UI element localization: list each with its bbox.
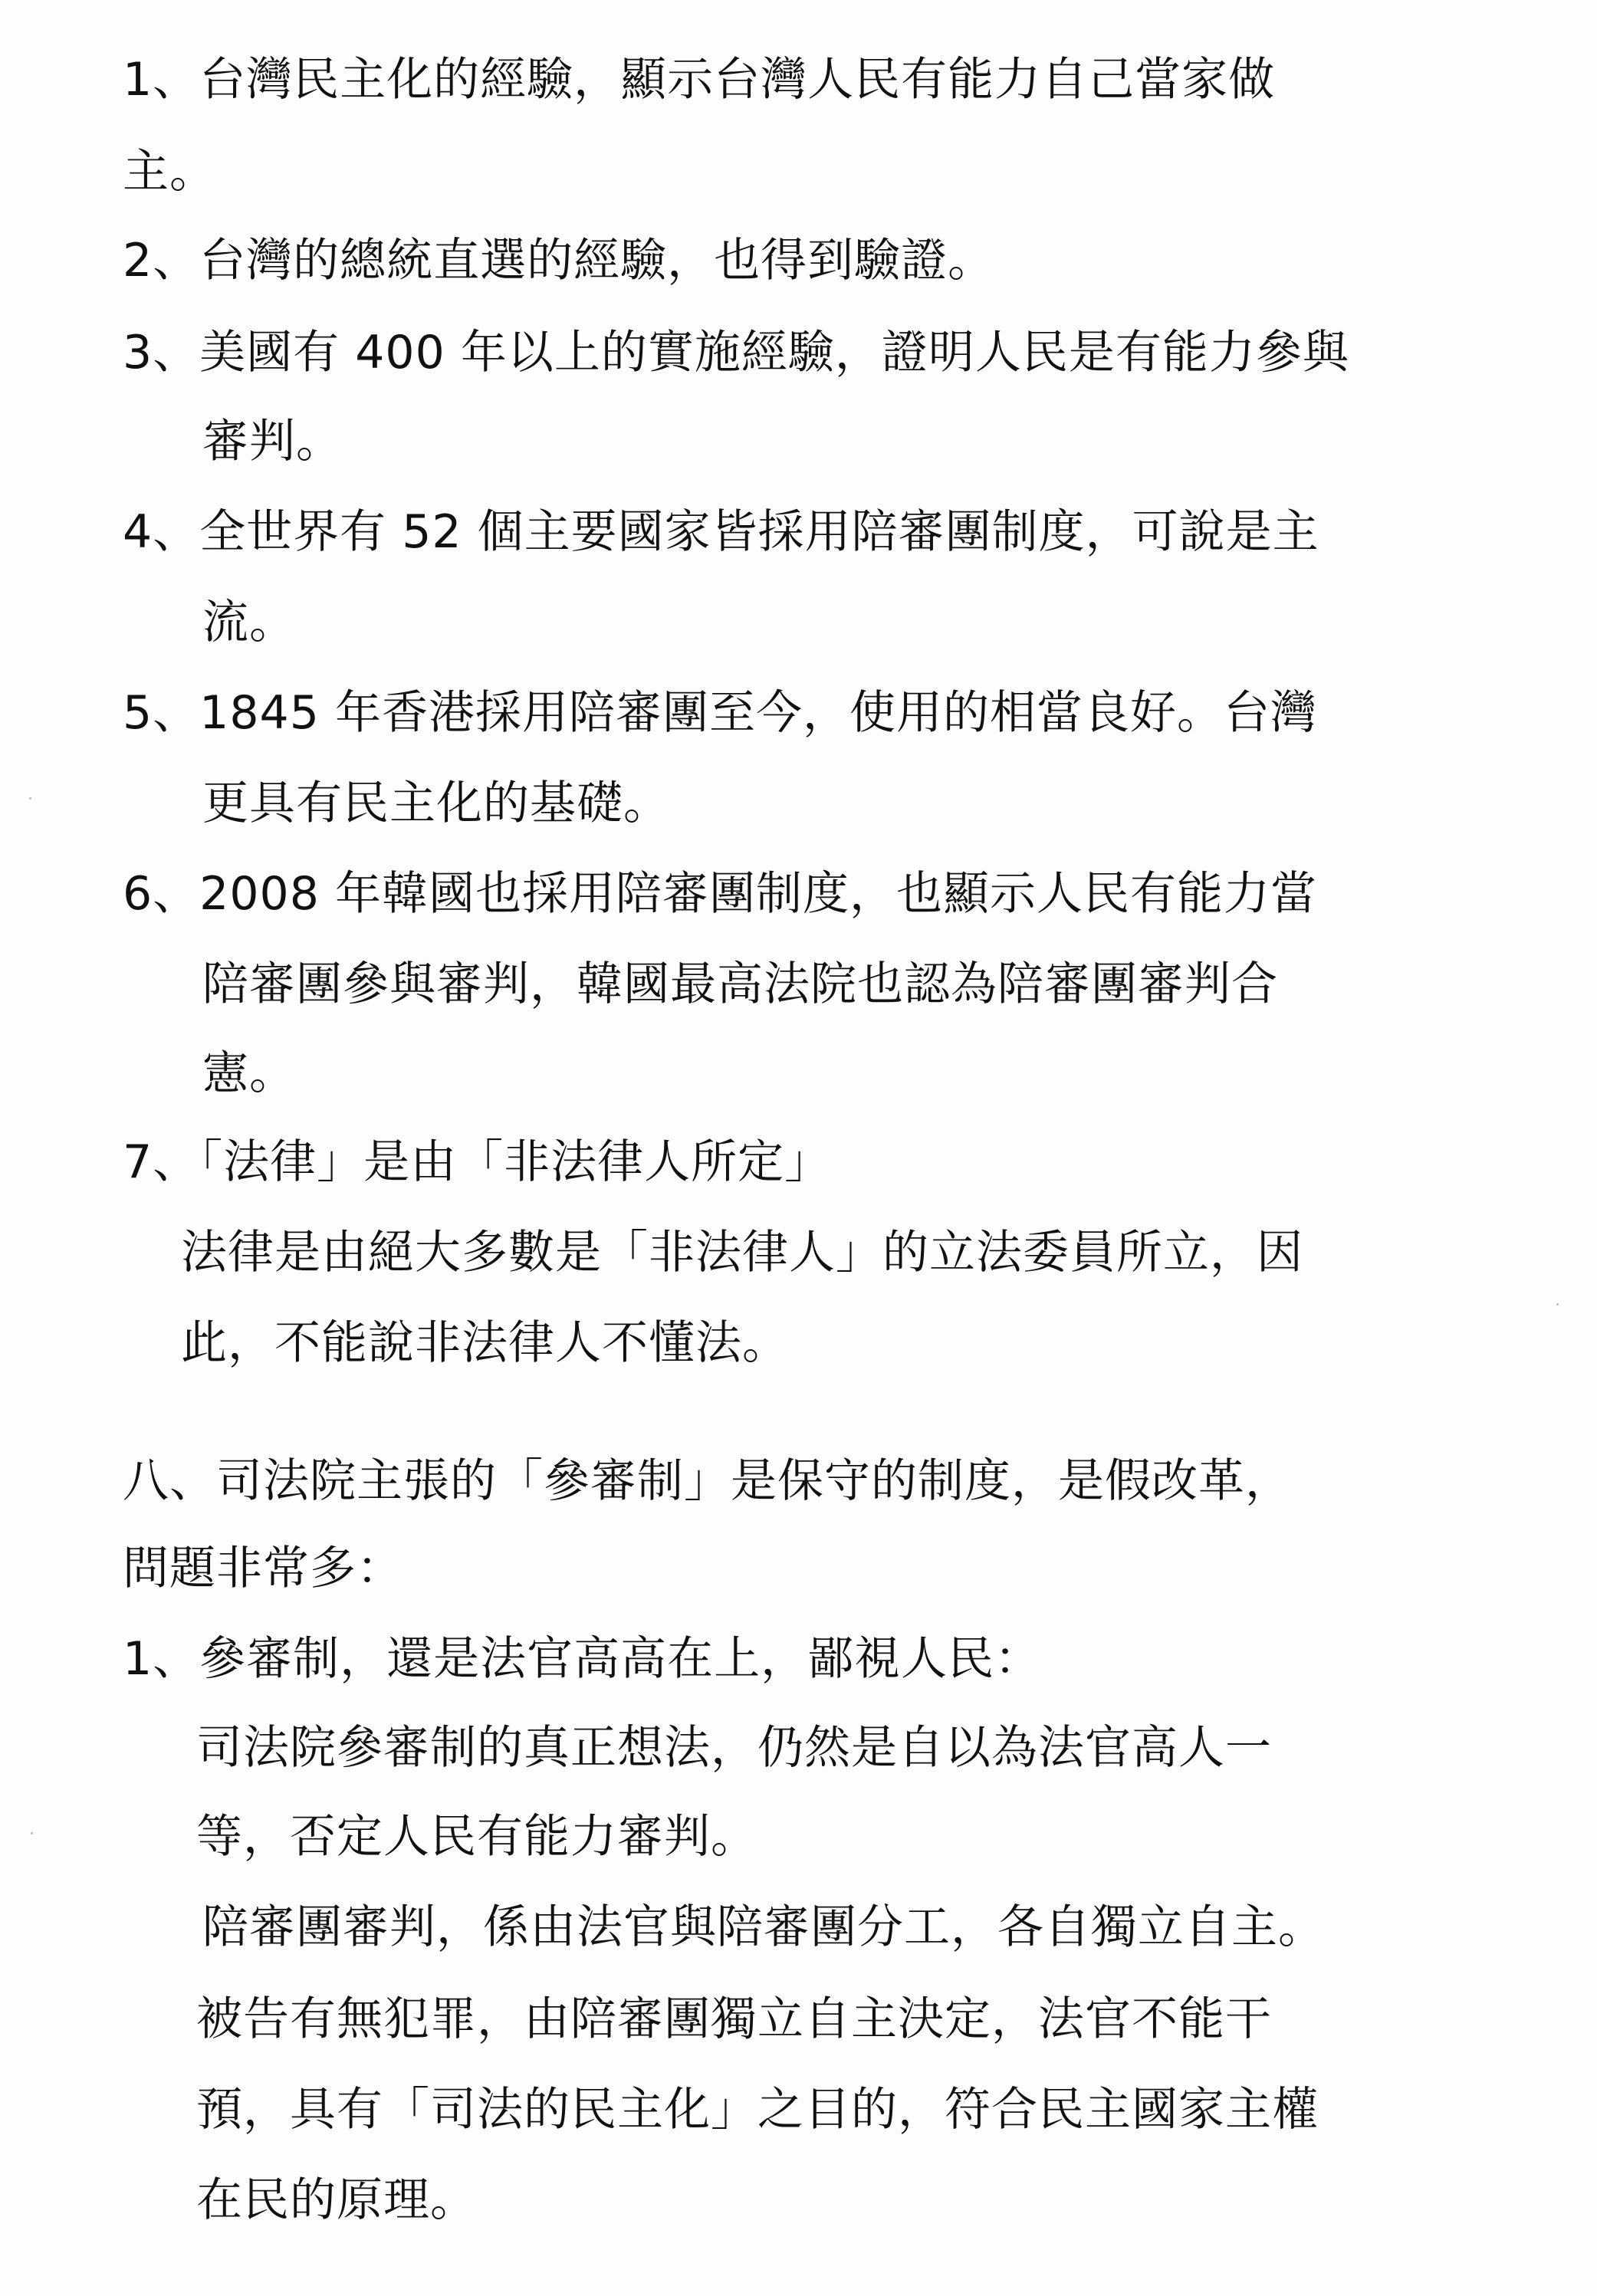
- text-line-21: 陪審團審判，係由法官與陪審團分工，各自獨立自主。: [202, 1900, 1325, 1954]
- scan-speck: [29, 797, 31, 800]
- text-line-9: 更具有民主化的基礎。: [202, 777, 670, 830]
- scan-speck: [31, 1832, 33, 1835]
- text-line-18: 1、參審制，還是法官高高在上，鄙視人民：: [123, 1632, 1042, 1686]
- text-line-15: 此，不能說非法律人不懂法。: [181, 1316, 789, 1370]
- text-line-20: 等，否定人民有能力審判。: [196, 1810, 757, 1864]
- text-line-8: 5、1845 年香港採用陪審團至今，使用的相當良好。台灣: [123, 686, 1317, 740]
- text-line-4: 3、美國有 400 年以上的實施經驗，證明人民是有能力參與: [123, 326, 1349, 379]
- text-line-12: 憲。: [202, 1046, 296, 1100]
- text-line-24: 在民的原理。: [196, 2173, 477, 2227]
- text-line-10: 6、2008 年韓國也採用陪審團制度，也顯示人民有能力當: [123, 867, 1317, 921]
- scan-speck: [1556, 1303, 1559, 1306]
- text-line-11: 陪審團參與審判，韓國最高法院也認為陪審團審判合: [202, 957, 1278, 1011]
- text-line-7: 流。: [202, 596, 296, 649]
- text-line-13: 7、「法律」是由「非法律人所定」: [123, 1135, 832, 1189]
- text-line-1: 1、台灣民主化的經驗，顯示台灣人民有能力自己當家做: [123, 53, 1276, 107]
- text-line-14: 法律是由絕大多數是「非法律人」的立法委員所立，因: [181, 1226, 1303, 1279]
- text-line-19: 司法院參審制的真正想法，仍然是自以為法官高人一: [196, 1721, 1272, 1775]
- text-line-17: 問題非常多：: [123, 1542, 403, 1595]
- text-line-16: 八、司法院主張的「參審制」是保守的制度，是假改革，: [123, 1454, 1292, 1508]
- text-line-6: 4、全世界有 52 個主要國家皆採用陪審團制度，可說是主: [123, 505, 1319, 559]
- text-line-3: 2、台灣的總統直選的經驗，也得到驗證。: [123, 234, 995, 287]
- text-line-23: 預，具有「司法的民主化」之目的，符合民主國家主權: [196, 2083, 1319, 2137]
- text-line-5: 審判。: [202, 415, 343, 468]
- text-line-2: 主。: [123, 145, 216, 199]
- text-line-22: 被告有無犯罪，由陪審團獨立自主決定，法官不能干: [196, 1992, 1272, 2046]
